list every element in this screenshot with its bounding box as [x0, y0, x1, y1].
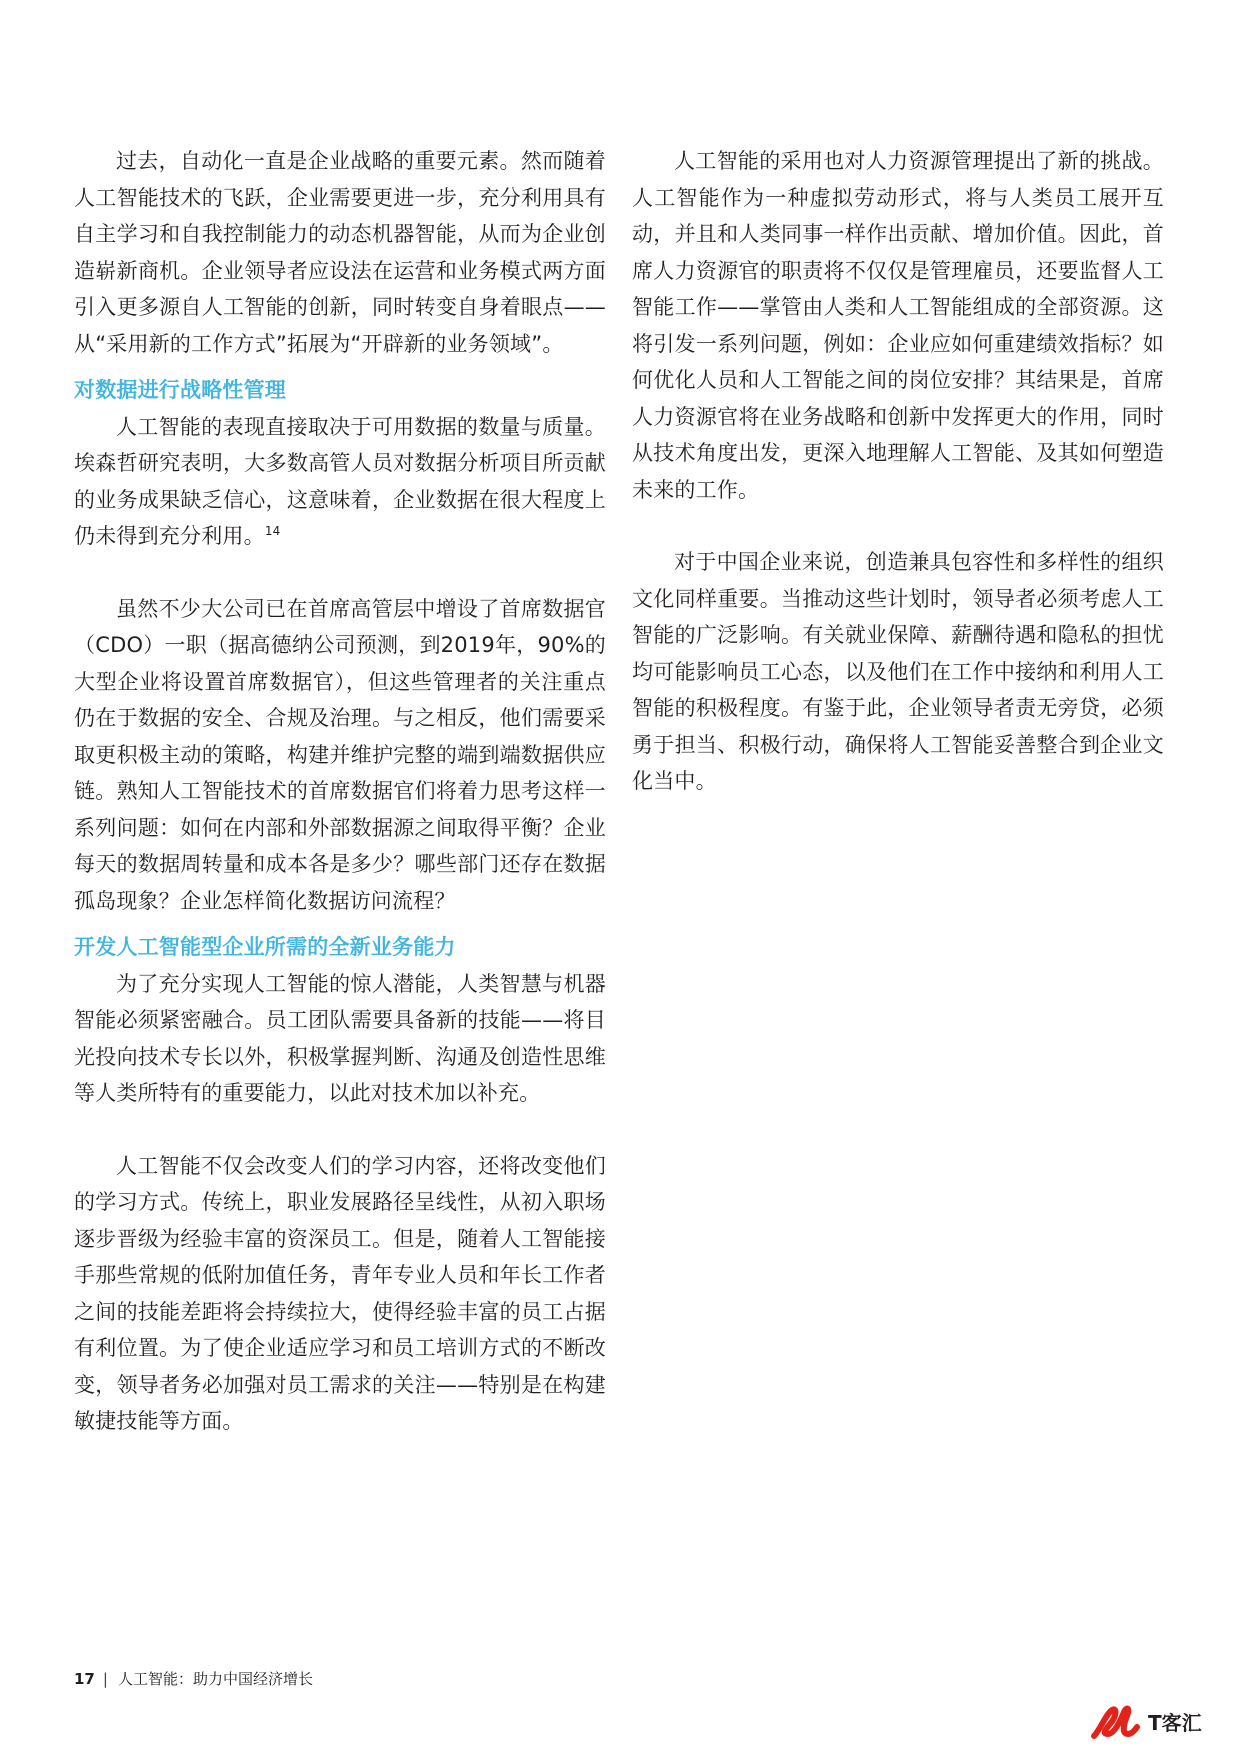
page-footer: [74, 1669, 313, 1689]
right-column: [632, 143, 1164, 800]
capabilities-paragraph-2: 人工智能不仅会改变人们的学习内容，还将改变他们的学习方式。传统上，职业发展路径呈线性，从初入职场逐步晋级为经验丰富的资深员工。但是，随着人工智能接手那些常规的低附加值任务，青年专业人员和年长工作者之间的技能差距将会持续拉大，使得经验丰富的员工占据有利位置。为了使企业适应学习和员工培训方式的不断改变，领导者务必加强对员工需求的关注——特别是在构建敏捷技能等方面。: [74, 1153, 606, 1433]
footnote-ref[interactable]: 14: [264, 524, 281, 538]
hr-paragraph: 人工智能的采用也对人力资源管理提出了新的挑战。人工智能作为一种虚拟劳动形式，将与人类员工展开互动，并且和人类同事一样作出贡献、增加价值。因此，首席人力资源官的职责将不仅仅是管理雇员，还要监督人工智能工作——掌管由人类和人工智能组成的全部资源。这将引发一系列问题，例如：企业应如何重建绩效指标？如何优化人员和人工智能之间的岗位安排？其结果是，首席人力资源官将在业务战略和创新中发挥更大的作用，同时从技术角度出发，更深入地理解人工智能、及其如何塑造未来的工作。: [632, 149, 1164, 502]
publication-title: 人工智能：助力中国经济增长: [117, 1670, 313, 1688]
data-paragraph-2: 虽然不少大公司已在首席高管层中增设了首席数据官（CDO）一职（据高德纳公司预测，到2019年，90%的大型企业将设置首席数据官），但这些管理者的关注重点仍在于数据的安全、合规及治理。与之相反，他们需要采取更积极主动的策略，构建并维护完整的端到端数据供应链。熟知人工智能技术的首席数据官们将着力思考这样一系列问题：如何在内部和外部数据源之间取得平衡？企业每天的数据周转量和成本各是多少？哪些部门还存在数据孤岛现象？企业怎样简化数据访问流程？: [74, 596, 606, 913]
tkehui-logo-icon: [1090, 1700, 1230, 1742]
section-heading-capabilities: 开发人工智能型企业所需的全新业务能力: [74, 935, 456, 959]
data-paragraph-1: [74, 409, 606, 555]
page-number: 17: [74, 1670, 95, 1688]
culture-paragraph: 对于中国企业来说，创造兼具包容性和多样性的组织文化同样重要。当推动这些计划时，领导者必须考虑人工智能的广泛影响。有关就业保障、薪酬待遇和隐私的担忧均可能影响员工心态，以及他们在工作中接纳和利用人工智能的积极程度。有鉴于此，企业领导者责无旁贷，必须勇于担当、积极行动，确保将人工智能妥善整合到企业文化当中。: [632, 550, 1164, 793]
intro-paragraph: 过去，自动化一直是企业战略的重要元素。然而随着人工智能技术的飞跃，企业需要更进一步，充分利用具有自主学习和自我控制能力的动态机器智能，从而为企业创造崭新商机。企业领导者应设法在运营和业务模式两方面引入更多源自人工智能的创新，同时转变自身着眼点——从“采用新的工作方式”拓展为“开辟新的业务领域”。: [74, 149, 606, 356]
footer-separator: |: [102, 1670, 108, 1688]
data-paragraph-1-text: 人工智能的表现直接取决于可用数据的数量与质量。埃森哲研究表明，大多数高管人员对数据分析项目所贡献的业务成果缺乏信心，这意味着，企业数据在很大程度上仍未得到充分利用。: [74, 414, 606, 548]
watermark-text: T客汇: [1148, 1711, 1202, 1735]
section-heading-data: 对数据进行战略性管理: [74, 378, 286, 402]
left-column: [74, 143, 606, 1440]
capabilities-paragraph-1: 为了充分实现人工智能的惊人潜能，人类智慧与机器智能必须紧密融合。员工团队需要具备新的技能——将目光投向技术专长以外，积极掌握判断、沟通及创造性思维等人类所特有的重要能力，以此对技术加以补充。: [74, 971, 606, 1105]
